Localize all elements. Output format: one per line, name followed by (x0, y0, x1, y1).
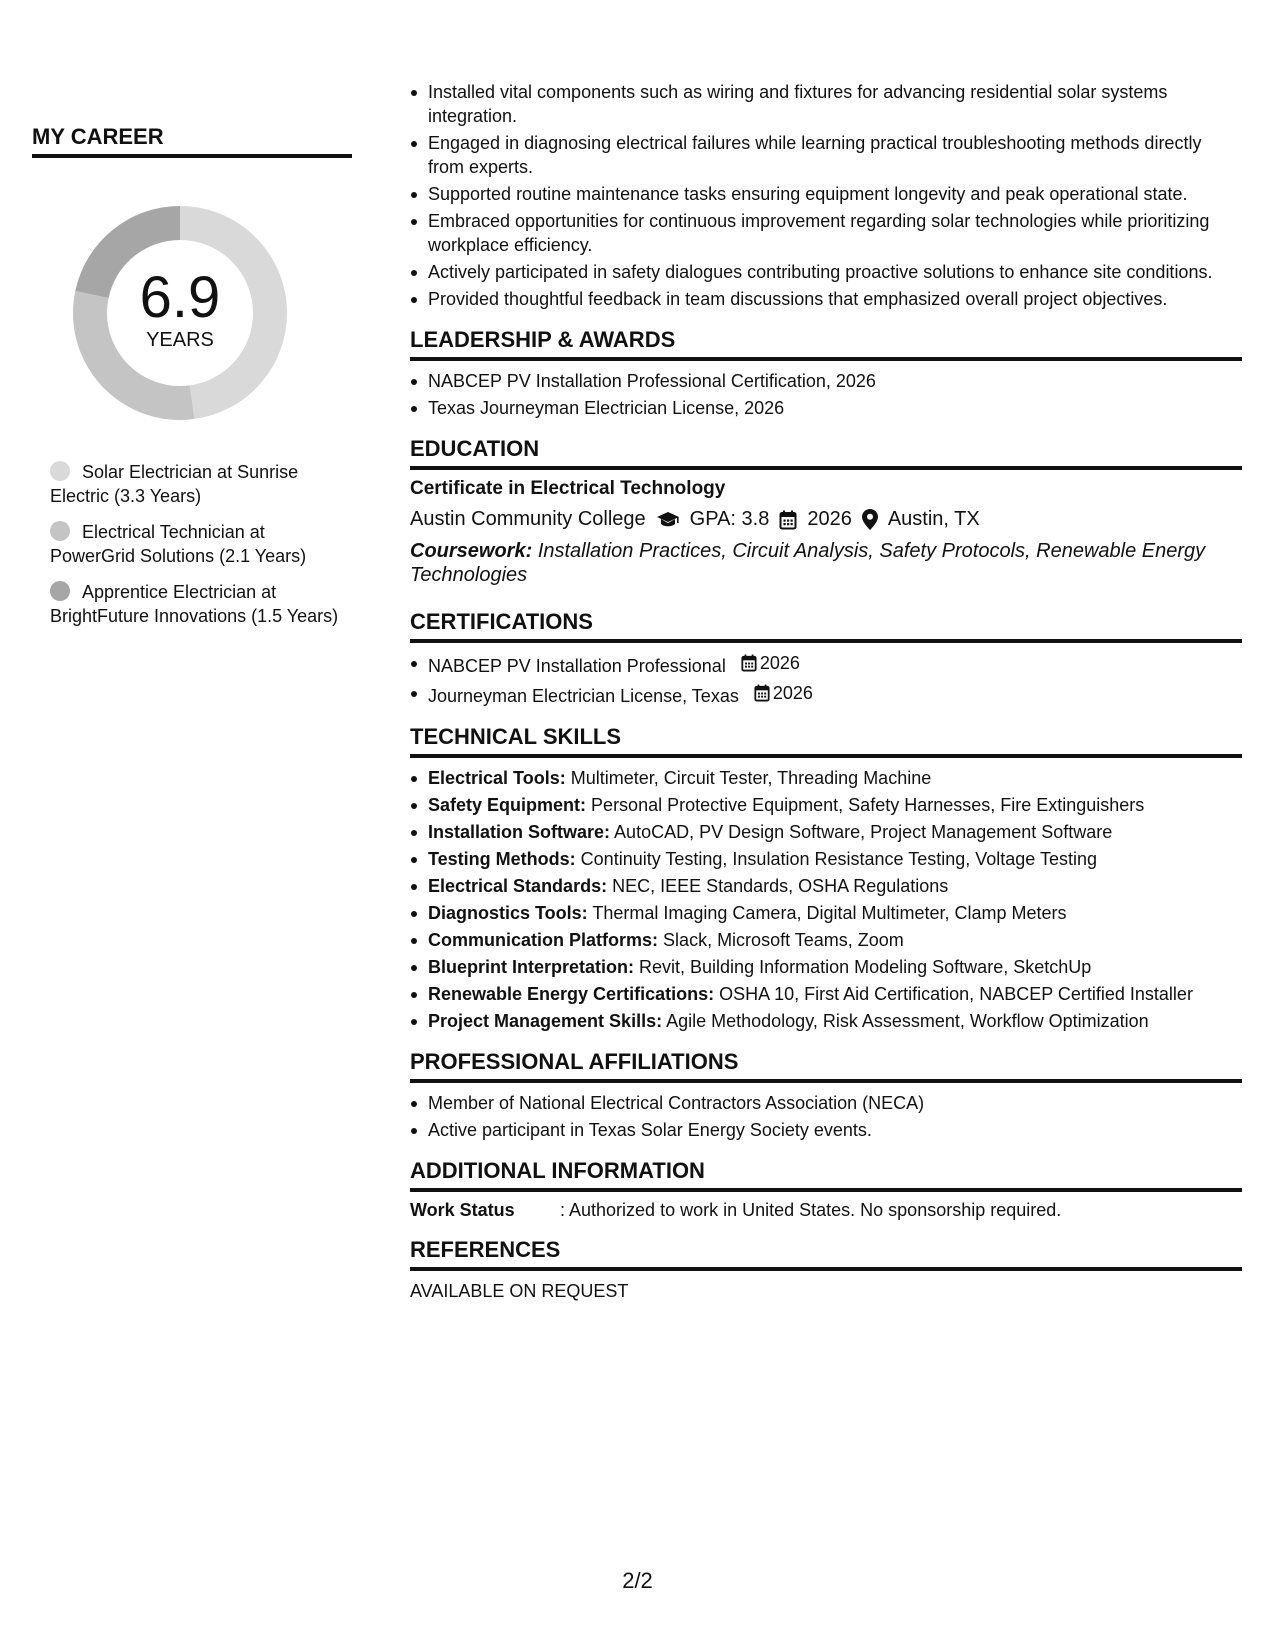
references-title: REFERENCES (410, 1237, 1242, 1271)
leadership-list (410, 369, 1242, 420)
skill-item (410, 901, 1242, 925)
career-donut-chart (65, 198, 295, 428)
experience-bullet: Provided thoughtful feedback in team discussions that emphasized overall project objectives. (410, 287, 1242, 311)
skill-label: Communication Platforms: (428, 930, 659, 950)
career-legend-item (50, 520, 352, 568)
certification-name: Journeyman Electrician License, Texas (428, 686, 739, 706)
resume-main (410, 80, 1242, 1302)
legend-dot-icon (50, 521, 70, 541)
skill-item (410, 982, 1242, 1006)
education-school: Austin Community College (410, 508, 646, 530)
career-legend-label: Apprentice Electrician at BrightFuture Innovations (1.5 Years) (50, 582, 339, 626)
certification-year: 2026 (772, 683, 813, 703)
skill-label: Electrical Standards: (428, 876, 608, 896)
experience-bullet: Supported routine maintenance tasks ensuring equipment longevity and peak operational state. (410, 182, 1242, 206)
skill-value: Multimeter, Circuit Tester, Threading Machine (570, 768, 932, 788)
education-meta (410, 508, 1242, 531)
skill-label: Diagnostics Tools: (428, 903, 588, 923)
skills-section (410, 724, 1242, 1033)
additional-info-section (410, 1158, 1242, 1221)
leadership-section (410, 327, 1242, 420)
certification-item (410, 681, 1242, 708)
skill-value: Thermal Imaging Camera, Digital Multimeter, Clamp Meters (592, 903, 1067, 923)
career-title: MY CAREER (32, 124, 352, 158)
skill-value: Continuity Testing, Insulation Resistance Testing, Voltage Testing (580, 849, 1097, 869)
skill-value: Agile Methodology, Risk Assessment, Workflow Optimization (666, 1011, 1149, 1031)
experience-bullet: Installed vital components such as wiring and fixtures for advancing residential solar systems integration. (410, 80, 1242, 128)
coursework-label: Coursework: (410, 540, 533, 562)
skill-item (410, 928, 1242, 952)
work-status-row (410, 1200, 1242, 1221)
work-status-label: Work Status (410, 1200, 515, 1220)
career-legend-label: Electrical Technician at PowerGrid Solutions (2.1 Years) (50, 522, 307, 566)
legend-dot-icon (50, 461, 70, 481)
affiliation-item: Member of National Electrical Contractors Association (NECA) (410, 1091, 1242, 1115)
affiliations-list (410, 1091, 1242, 1142)
skill-label: Project Management Skills: (428, 1011, 663, 1031)
certifications-section (410, 609, 1242, 708)
skill-label: Blueprint Interpretation: (428, 957, 634, 977)
career-legend-label: Solar Electrician at Sunrise Electric (3.3 Years) (50, 462, 299, 506)
calendar-icon (754, 684, 770, 702)
calendar-icon (779, 510, 797, 530)
certification-year: 2026 (759, 653, 800, 673)
career-legend (32, 460, 352, 628)
certifications-list (410, 651, 1242, 708)
skill-label: Testing Methods: (428, 849, 576, 869)
skill-value: Slack, Microsoft Teams, Zoom (663, 930, 904, 950)
experience-bullet: Actively participated in safety dialogues contributing proactive solutions to enhance site conditions. (410, 260, 1242, 284)
skill-label: Electrical Tools: (428, 768, 566, 788)
certification-date (741, 651, 800, 675)
skills-list (410, 766, 1242, 1033)
leadership-title: LEADERSHIP & AWARDS (410, 327, 1242, 361)
skill-value: Personal Protective Equipment, Safety Harnesses, Fire Extinguishers (591, 795, 1145, 815)
skill-item (410, 793, 1242, 817)
career-total-value: 6.9 (139, 264, 221, 330)
education-year: 2026 (807, 508, 852, 530)
education-degree: Certificate in Electrical Technology (410, 478, 726, 499)
references-text: AVAILABLE ON REQUEST (410, 1281, 629, 1301)
page-number: 2/2 (622, 1568, 653, 1593)
education-gpa: GPA: 3.8 (689, 508, 770, 530)
education-section (410, 436, 1242, 587)
legend-dot-icon (50, 581, 70, 601)
career-legend-item (50, 460, 352, 508)
leadership-item: NABCEP PV Installation Professional Certification, 2026 (410, 369, 1242, 393)
location-pin-icon (862, 509, 878, 530)
career-sidebar (32, 124, 352, 640)
education-title: EDUCATION (410, 436, 1242, 470)
affiliations-title: PROFESSIONAL AFFILIATIONS (410, 1049, 1242, 1083)
experience-bullet: Engaged in diagnosing electrical failures while learning practical troubleshooting methods directly from experts. (410, 131, 1242, 179)
certification-item (410, 651, 1242, 678)
skill-item (410, 955, 1242, 979)
skill-label: Installation Software: (428, 822, 611, 842)
skills-title: TECHNICAL SKILLS (410, 724, 1242, 758)
certifications-title: CERTIFICATIONS (410, 609, 1242, 643)
certification-date (754, 681, 813, 705)
skill-item (410, 1009, 1242, 1033)
affiliation-item: Active participant in Texas Solar Energy Society events. (410, 1118, 1242, 1142)
skill-value: AutoCAD, PV Design Software, Project Management Software (614, 822, 1113, 842)
graduation-cap-icon (656, 511, 680, 529)
skill-item (410, 766, 1242, 790)
skill-item (410, 847, 1242, 871)
skill-value: NEC, IEEE Standards, OSHA Regulations (612, 876, 949, 896)
references-section (410, 1237, 1242, 1302)
skill-label: Safety Equipment: (428, 795, 587, 815)
skill-value: Revit, Building Information Modeling Software, SketchUp (639, 957, 1092, 977)
leadership-item: Texas Journeyman Electrician License, 2026 (410, 396, 1242, 420)
skill-item (410, 874, 1242, 898)
career-donut-center (65, 198, 295, 428)
experience-bullet-list (410, 80, 1242, 311)
certification-name: NABCEP PV Installation Professional (428, 656, 726, 676)
calendar-icon (741, 654, 757, 672)
education-coursework (410, 539, 1242, 587)
work-status-value: : Authorized to work in United States. No sponsorship required. (560, 1200, 1062, 1220)
affiliations-section (410, 1049, 1242, 1142)
education-location: Austin, TX (887, 508, 980, 530)
coursework-text: Installation Practices, Circuit Analysis, Safety Protocols, Renewable Energy Technologies (410, 540, 1206, 586)
skill-item (410, 820, 1242, 844)
skill-value: OSHA 10, First Aid Certification, NABCEP Certified Installer (719, 984, 1193, 1004)
career-legend-item (50, 580, 352, 628)
experience-bullet: Embraced opportunities for continuous improvement regarding solar technologies while prioritizing workplace efficiency. (410, 209, 1242, 257)
additional-info-title: ADDITIONAL INFORMATION (410, 1158, 1242, 1192)
skill-label: Renewable Energy Certifications: (428, 984, 715, 1004)
career-total-unit: YEARS (146, 328, 214, 351)
